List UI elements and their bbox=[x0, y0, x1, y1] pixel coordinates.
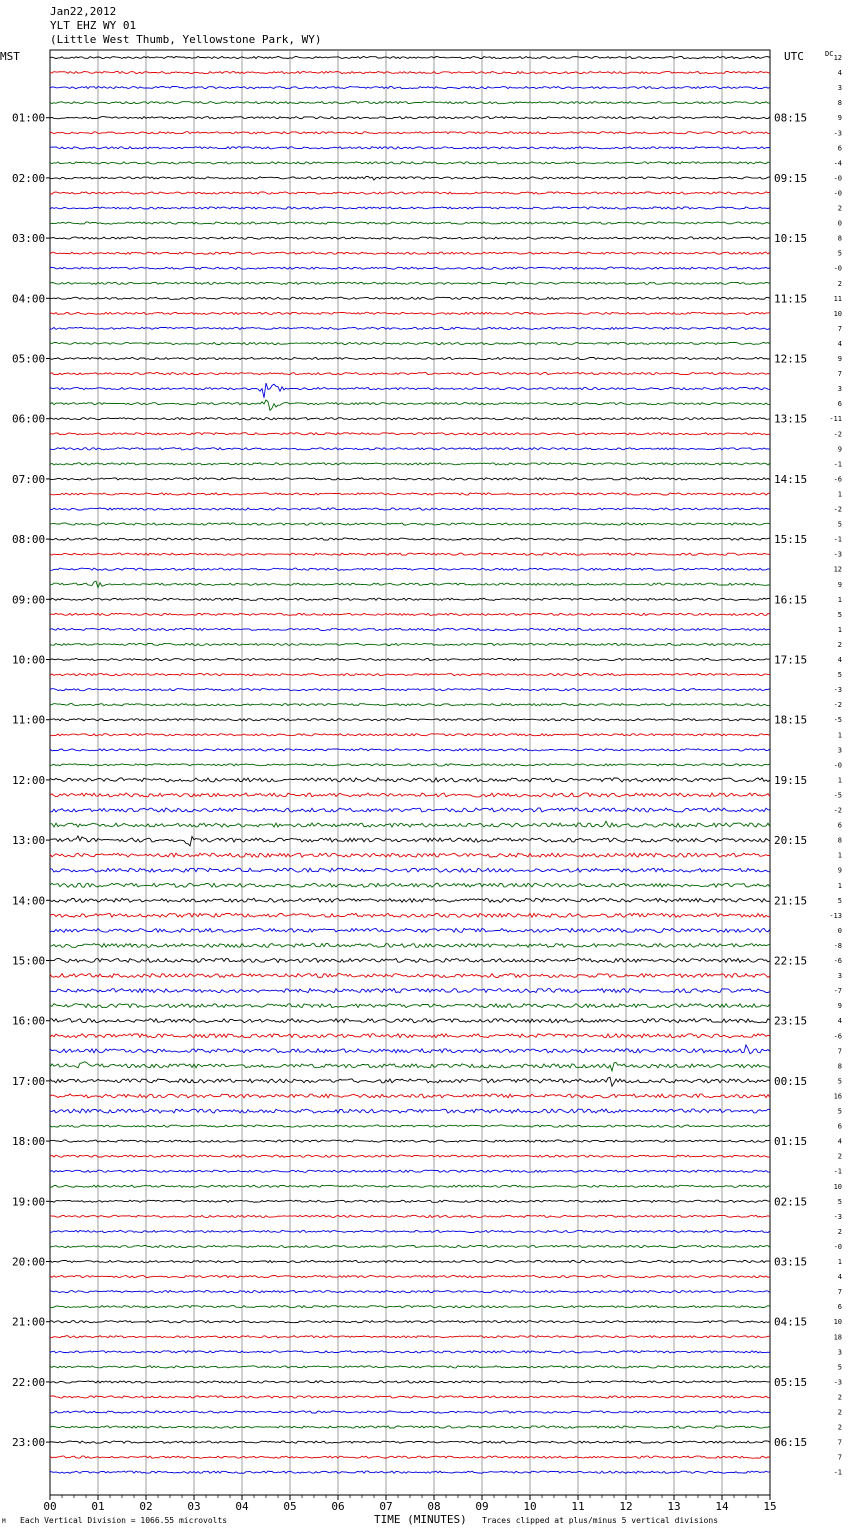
dc-offset-label: 11 bbox=[833, 294, 842, 303]
trace-line bbox=[50, 508, 770, 510]
trace-line bbox=[50, 297, 770, 299]
dc-offset-label: 1 bbox=[837, 731, 842, 740]
dc-offset-label: 8 bbox=[837, 836, 842, 845]
dc-offset-label: 4 bbox=[837, 69, 842, 78]
mst-hour-label: 06:00 bbox=[12, 412, 46, 426]
dc-offset-label: 10 bbox=[833, 309, 842, 318]
utc-hour-label: 04:15 bbox=[774, 1315, 808, 1329]
trace-line bbox=[50, 674, 770, 676]
mst-hour-label: 18:00 bbox=[12, 1135, 46, 1149]
trace-line bbox=[50, 117, 770, 119]
trace-line bbox=[50, 658, 770, 660]
mst-hour-label: 14:00 bbox=[12, 894, 46, 908]
utc-hour-label: 16:15 bbox=[774, 593, 808, 607]
trace-line bbox=[50, 928, 770, 932]
clip-note: Traces clipped at plus/minus 5 vertical divisions bbox=[482, 1516, 719, 1525]
trace-line bbox=[50, 1109, 770, 1113]
utc-hour-label: 22:15 bbox=[774, 954, 808, 968]
trace-line bbox=[50, 1306, 770, 1308]
dc-offset-label: 12 bbox=[833, 54, 842, 62]
utc-hour-label: 02:15 bbox=[774, 1195, 808, 1209]
dc-offset-label: 6 bbox=[837, 400, 842, 409]
trace-line bbox=[50, 1351, 770, 1353]
trace-line bbox=[50, 1381, 770, 1383]
dc-offset-label: -1 bbox=[833, 535, 842, 544]
x-tick-label: 02 bbox=[139, 1500, 153, 1513]
mst-hour-label: 22:00 bbox=[12, 1375, 46, 1389]
dc-offset-label: 16 bbox=[833, 1092, 842, 1101]
dc-offset-label: 6 bbox=[837, 1122, 842, 1131]
trace-line bbox=[50, 493, 770, 495]
dc-offset-label: -2 bbox=[833, 505, 842, 514]
x-tick-label: 03 bbox=[187, 1500, 201, 1513]
trace-line bbox=[50, 463, 770, 465]
trace-line bbox=[50, 237, 770, 239]
trace-line bbox=[50, 1019, 770, 1023]
plot-frame bbox=[50, 50, 770, 1495]
dc-offset-label: 9 bbox=[837, 114, 842, 123]
dc-offset-label: 2 bbox=[837, 1408, 842, 1417]
dc-offset-label: 1 bbox=[837, 776, 842, 785]
mst-hour-label: 03:00 bbox=[12, 232, 46, 246]
mst-hour-label: 12:00 bbox=[12, 773, 46, 787]
dc-offset-label: 1 bbox=[837, 595, 842, 604]
dc-offset-label: -3 bbox=[833, 550, 842, 559]
dc-offset-label: 3 bbox=[837, 1348, 842, 1357]
station-location: (Little West Thumb, Yellowstone Park, WY) bbox=[50, 33, 322, 46]
trace-line bbox=[50, 883, 770, 887]
trace-line bbox=[50, 1441, 770, 1443]
trace-line bbox=[50, 1170, 770, 1172]
dc-offset-label: 7 bbox=[837, 1438, 842, 1447]
x-tick-label: 04 bbox=[235, 1500, 249, 1513]
trace-line bbox=[50, 974, 770, 978]
dc-offset-label: -6 bbox=[833, 1032, 842, 1041]
x-tick-label: 07 bbox=[379, 1500, 393, 1513]
trace-line bbox=[50, 868, 770, 872]
trace-line bbox=[50, 989, 770, 993]
mst-hour-label: 10:00 bbox=[12, 653, 46, 667]
x-tick-label: 06 bbox=[331, 1500, 345, 1513]
utc-hour-label: 06:15 bbox=[774, 1436, 808, 1450]
dc-offset-label: -1 bbox=[833, 460, 842, 469]
trace-line bbox=[50, 252, 770, 254]
dc-offset-label: 5 bbox=[837, 610, 842, 619]
utc-hour-label: 19:15 bbox=[774, 773, 808, 787]
trace-line bbox=[50, 734, 770, 736]
trace-line bbox=[50, 312, 770, 314]
trace-line bbox=[50, 282, 770, 284]
trace-line bbox=[50, 719, 770, 721]
utc-hour-label: 11:15 bbox=[774, 292, 808, 306]
dc-offset-label: 7 bbox=[837, 370, 842, 379]
dc-offset-label: 12 bbox=[833, 565, 842, 574]
dc-offset-label: 5 bbox=[837, 1197, 842, 1206]
dc-offset-label: 6 bbox=[837, 1303, 842, 1312]
dc-offset-label: 3 bbox=[837, 84, 842, 93]
trace-line bbox=[50, 357, 770, 359]
mst-hour-label: 04:00 bbox=[12, 292, 46, 306]
mst-hour-label: 20:00 bbox=[12, 1255, 46, 1269]
mst-hour-label: 23:00 bbox=[12, 1436, 46, 1450]
dc-offset-label: -2 bbox=[833, 701, 842, 710]
station-code: YLT EHZ WY 01 bbox=[50, 19, 137, 32]
dc-offset-label: 5 bbox=[837, 896, 842, 905]
dc-offset-label: -3 bbox=[833, 129, 842, 138]
trace-line bbox=[50, 207, 770, 209]
trace-line bbox=[50, 959, 770, 963]
dc-offset-label: 8 bbox=[837, 1062, 842, 1071]
trace-line bbox=[50, 72, 770, 74]
trace-line bbox=[50, 1411, 770, 1413]
dc-offset-label: -0 bbox=[833, 264, 842, 273]
utc-hour-label: 12:15 bbox=[774, 352, 808, 366]
dc-offset-label: -3 bbox=[833, 1212, 842, 1221]
dc-offset-label: 1 bbox=[837, 1258, 842, 1266]
trace-line bbox=[50, 793, 770, 797]
mst-hour-label: 09:00 bbox=[12, 593, 46, 607]
x-tick-label: 14 bbox=[715, 1500, 729, 1513]
x-tick-label: 15 bbox=[763, 1500, 777, 1513]
dc-offset-label: 8 bbox=[837, 234, 842, 243]
dc-offset-label: 5 bbox=[837, 520, 842, 529]
trace-line bbox=[50, 1336, 770, 1338]
trace-line bbox=[50, 1140, 770, 1142]
dc-offset-label: 2 bbox=[837, 640, 842, 649]
right-axis-title: UTC bbox=[784, 50, 804, 63]
utc-hour-label: 21:15 bbox=[774, 894, 808, 908]
trace-line bbox=[50, 628, 770, 630]
trace-line bbox=[50, 1321, 770, 1323]
trace-line bbox=[50, 478, 770, 480]
trace-line bbox=[50, 1366, 770, 1368]
trace-line bbox=[50, 433, 770, 435]
dc-offset-label: 9 bbox=[837, 1002, 842, 1011]
dc-offset-label: 1 bbox=[837, 851, 842, 860]
trace-line bbox=[50, 342, 770, 344]
dc-offset-label: 4 bbox=[837, 1273, 842, 1282]
trace-line bbox=[50, 87, 770, 89]
dc-offset-label: -0 bbox=[833, 174, 842, 183]
trace-line bbox=[50, 1230, 770, 1232]
trace-line bbox=[50, 1045, 770, 1054]
dc-offset-label: 3 bbox=[837, 385, 842, 394]
x-tick-label: 12 bbox=[619, 1500, 633, 1513]
dc-offset-label: -8 bbox=[833, 941, 842, 950]
dc-offset-label: 10 bbox=[833, 1318, 842, 1327]
dc-offset-label: -6 bbox=[833, 475, 842, 484]
trace-line bbox=[50, 836, 770, 846]
dc-offset-label: 7 bbox=[837, 324, 842, 333]
trace-line bbox=[50, 1077, 770, 1086]
trace-line bbox=[50, 778, 770, 782]
dc-offset-label: 1 bbox=[837, 625, 842, 634]
trace-line bbox=[50, 613, 770, 615]
trace-line bbox=[50, 1125, 770, 1127]
dc-offset-label: 18 bbox=[833, 1333, 842, 1342]
mst-hour-label: 19:00 bbox=[12, 1195, 46, 1209]
trace-line bbox=[50, 1456, 770, 1458]
dc-offset-label: 0 bbox=[837, 926, 842, 935]
trace-line bbox=[50, 913, 770, 917]
trace-line bbox=[50, 1094, 770, 1098]
trace-line bbox=[50, 56, 770, 58]
trace-line bbox=[50, 538, 770, 540]
dc-offset-label: 9 bbox=[837, 866, 842, 875]
utc-hour-label: 23:15 bbox=[774, 1014, 808, 1028]
trace-line bbox=[50, 448, 770, 450]
dc-offset-label: 8 bbox=[837, 99, 842, 108]
trace-line bbox=[50, 643, 770, 645]
trace-line bbox=[50, 176, 770, 180]
trace-line bbox=[50, 749, 770, 751]
trace-line bbox=[50, 192, 770, 194]
dc-offset-label: -2 bbox=[833, 430, 842, 439]
trace-line bbox=[50, 553, 770, 555]
trace-line bbox=[50, 102, 770, 104]
dc-offset-label: 3 bbox=[837, 746, 842, 755]
dc-offset-label: 6 bbox=[837, 821, 842, 830]
trace-line bbox=[50, 598, 770, 600]
trace-line bbox=[50, 222, 770, 224]
x-tick-label: 01 bbox=[91, 1500, 105, 1513]
utc-hour-label: 08:15 bbox=[774, 111, 808, 125]
dc-offset-label: 2 bbox=[837, 204, 842, 213]
mst-hour-label: 02:00 bbox=[12, 171, 46, 185]
dc-offset-label: -6 bbox=[833, 957, 842, 965]
dc-offset-label: 6 bbox=[837, 144, 842, 153]
trace-line bbox=[50, 147, 770, 149]
trace-line bbox=[50, 162, 770, 164]
dc-offset-label: -3 bbox=[833, 686, 842, 695]
trace-line bbox=[50, 400, 770, 410]
mst-hour-label: 13:00 bbox=[12, 834, 46, 848]
trace-line bbox=[50, 1426, 770, 1428]
dc-offset-label: 1 bbox=[837, 490, 842, 499]
trace-line bbox=[50, 267, 770, 269]
dc-offset-label: 2 bbox=[837, 1393, 842, 1402]
dc-offset-label: 2 bbox=[837, 1152, 842, 1161]
trace-line bbox=[50, 821, 770, 827]
trace-line bbox=[50, 1155, 770, 1157]
trace-line bbox=[50, 704, 770, 706]
x-tick-label: 11 bbox=[571, 1500, 585, 1513]
dc-offset-label: -1 bbox=[833, 1167, 842, 1176]
dc-offset-label: -5 bbox=[833, 716, 842, 725]
dc-offset-label: 3 bbox=[837, 972, 842, 981]
utc-hour-label: 17:15 bbox=[774, 653, 808, 667]
utc-hour-label: 10:15 bbox=[774, 232, 808, 246]
dc-offset-label: -0 bbox=[833, 761, 842, 770]
dc-offset-label: 9 bbox=[837, 355, 842, 363]
trace-line bbox=[50, 689, 770, 691]
trace-line bbox=[50, 523, 770, 525]
utc-hour-label: 09:15 bbox=[774, 171, 808, 185]
trace-line bbox=[50, 1200, 770, 1202]
dc-offset-label: 4 bbox=[837, 1137, 842, 1146]
dc-offset-label: 5 bbox=[837, 1363, 842, 1372]
utc-hour-label: 20:15 bbox=[774, 834, 808, 848]
mst-hour-label: 17:00 bbox=[12, 1074, 46, 1088]
x-tick-label: 10 bbox=[523, 1500, 537, 1513]
x-tick-label: 08 bbox=[427, 1500, 441, 1513]
mst-hour-label: 11:00 bbox=[12, 713, 46, 727]
mst-hour-label: 16:00 bbox=[12, 1014, 46, 1028]
dc-title: DC bbox=[825, 50, 834, 58]
mst-hour-label: 08:00 bbox=[12, 533, 46, 547]
dc-offset-label: -5 bbox=[833, 791, 842, 800]
dc-offset-label: 9 bbox=[837, 445, 842, 454]
trace-line bbox=[50, 1034, 770, 1038]
dc-offset-label: 9 bbox=[837, 580, 842, 589]
utc-hour-label: 00:15 bbox=[774, 1074, 808, 1088]
dc-offset-label: 7 bbox=[837, 1288, 842, 1297]
utc-hour-label: 05:15 bbox=[774, 1375, 808, 1389]
mst-hour-label: 21:00 bbox=[12, 1315, 46, 1329]
mst-hour-label: 15:00 bbox=[12, 954, 46, 968]
dc-offset-label: -3 bbox=[833, 1378, 842, 1387]
dc-offset-label: 4 bbox=[837, 339, 842, 348]
trace-line bbox=[50, 568, 770, 570]
trace-line bbox=[50, 1396, 770, 1398]
dc-offset-label: 1 bbox=[837, 881, 842, 890]
dc-offset-label: 5 bbox=[837, 249, 842, 258]
corner-mark: M bbox=[2, 1518, 6, 1525]
dc-offset-label: 7 bbox=[837, 1047, 842, 1056]
trace-line bbox=[50, 1062, 770, 1071]
dc-offset-label: 4 bbox=[837, 656, 842, 664]
utc-hour-label: 03:15 bbox=[774, 1255, 808, 1269]
trace-line bbox=[50, 1245, 770, 1247]
trace-line bbox=[50, 1185, 770, 1187]
utc-hour-label: 18:15 bbox=[774, 713, 808, 727]
dc-offset-label: -13 bbox=[829, 911, 842, 920]
utc-hour-label: 15:15 bbox=[774, 533, 808, 547]
trace-line bbox=[50, 132, 770, 134]
dc-offset-label: 5 bbox=[837, 671, 842, 680]
trace-line bbox=[50, 1276, 770, 1278]
dc-offset-label: -7 bbox=[833, 987, 842, 996]
dc-offset-label: 2 bbox=[837, 1423, 842, 1432]
dc-offset-label: 5 bbox=[837, 1107, 842, 1116]
trace-line bbox=[50, 1260, 770, 1262]
dc-offset-label: 5 bbox=[837, 1077, 842, 1086]
dc-offset-label: -2 bbox=[833, 806, 842, 815]
trace-line bbox=[50, 764, 770, 766]
trace-line bbox=[50, 1291, 770, 1293]
mst-hour-label: 05:00 bbox=[12, 352, 46, 366]
mst-hour-label: 01:00 bbox=[12, 111, 46, 125]
mst-hour-label: 07:00 bbox=[12, 472, 46, 486]
dc-offset-label: -1 bbox=[833, 1468, 842, 1477]
dc-offset-label: 2 bbox=[837, 1227, 842, 1236]
trace-line bbox=[50, 373, 770, 375]
utc-hour-label: 01:15 bbox=[774, 1135, 808, 1149]
x-tick-label: 05 bbox=[283, 1500, 297, 1513]
trace-line bbox=[50, 327, 770, 329]
dc-offset-label: -4 bbox=[833, 159, 842, 168]
trace-line bbox=[50, 1471, 770, 1473]
dc-offset-label: 10 bbox=[833, 1182, 842, 1191]
trace-line bbox=[50, 898, 770, 902]
trace-line bbox=[50, 581, 770, 588]
scale-note: Each Vertical Division = 1066.55 microvolts bbox=[20, 1516, 228, 1525]
dc-offset-label: 0 bbox=[837, 219, 842, 228]
x-tick-label: 00 bbox=[43, 1500, 57, 1513]
dc-offset-label: 2 bbox=[837, 279, 842, 288]
utc-hour-label: 13:15 bbox=[774, 412, 808, 426]
dc-offset-label: 4 bbox=[837, 1017, 842, 1026]
x-tick-label: 13 bbox=[667, 1500, 681, 1513]
trace-line bbox=[50, 1215, 770, 1217]
trace-line bbox=[50, 853, 770, 857]
dc-offset-label: -0 bbox=[833, 189, 842, 198]
dc-offset-label: -0 bbox=[833, 1242, 842, 1251]
dc-offset-label: 7 bbox=[837, 1453, 842, 1462]
utc-hour-label: 14:15 bbox=[774, 472, 808, 486]
x-tick-label: 09 bbox=[475, 1500, 489, 1513]
trace-line bbox=[50, 383, 770, 398]
dc-offset-label: -11 bbox=[829, 415, 842, 424]
trace-line bbox=[50, 1004, 770, 1008]
trace-line bbox=[50, 418, 770, 420]
trace-line bbox=[50, 808, 770, 812]
chart-date: Jan22,2012 bbox=[50, 5, 117, 18]
x-axis-title: TIME (MINUTES) bbox=[374, 1513, 467, 1526]
left-axis-title: MST bbox=[0, 50, 20, 63]
trace-line bbox=[50, 944, 770, 948]
